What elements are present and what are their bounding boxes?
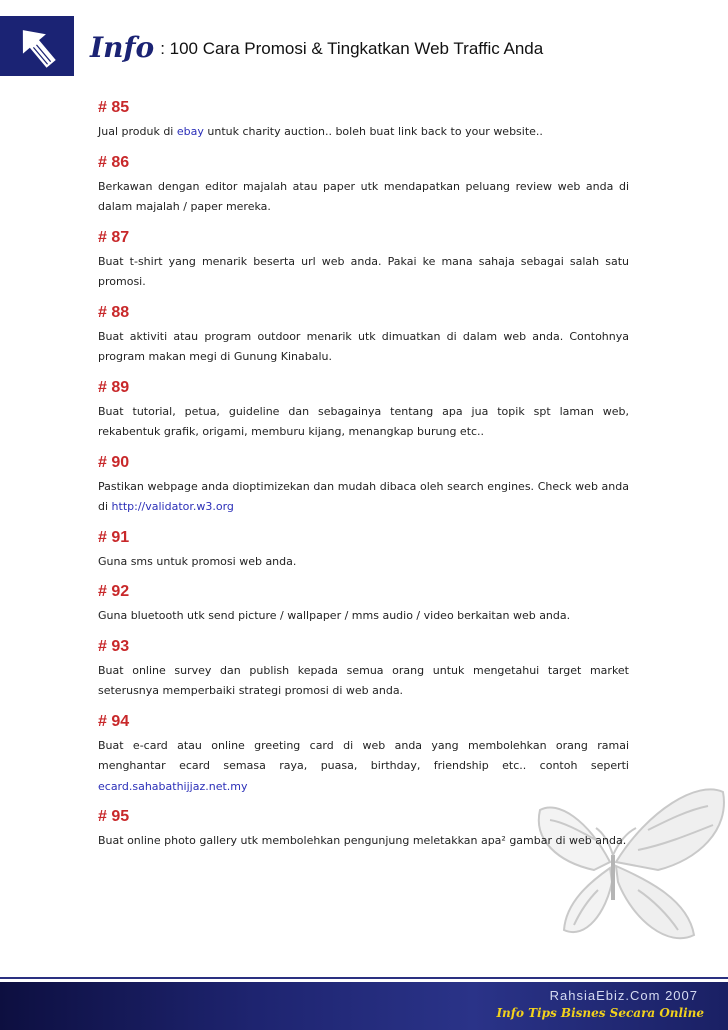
tip-text [98,736,629,798]
tip-item [98,378,629,443]
tip-text [98,252,629,293]
logo [0,16,74,76]
tip-text [98,402,629,443]
tip-item [98,582,629,627]
tip-text-segment: Berkawan dengan editor majalah atau paper utk mendapatkan peluang review web anda di dalam majalah / paper mereka. [98,179,629,213]
footer-tagline: Info Tips Bisnes Secara Online [496,1006,704,1020]
tip-number: # 88 [98,303,130,321]
tip-number: # 86 [98,153,130,171]
tip-number: # 85 [98,99,130,116]
tip-text [98,831,629,852]
tip-text [98,327,629,368]
tip-number: # 95 [98,808,130,825]
footer [0,982,728,1030]
tip-text [98,122,629,143]
tip-text [98,661,629,702]
tip-text [98,606,629,627]
tip-text-segment: Buat aktiviti atau program outdoor menarik utk dimuatkan di dalam web anda. Contohnya program makan megi di Gunung Kinabalu. [98,329,629,363]
tip-text-segment: Jual produk di [98,125,177,138]
tip-text-segment: Buat e-card atau online greeting card di web anda yang membolehkan orang ramai menghantar ecard semasa raya, puasa, birthday, friendship etc.. contoh seperti [98,738,629,772]
tip-number: # 90 [98,453,130,471]
tip-text-segment: Guna sms untuk promosi web anda. [98,554,297,568]
tip-number: # 91 [98,528,130,546]
footer-site: RahsiaEbiz.Com 2007 [549,988,698,1003]
tip-number: # 94 [98,712,130,730]
tip-link[interactable]: http://validator.w3.org [111,500,234,513]
tips-list [98,98,629,862]
tip-link[interactable]: ecard.sahabathijjaz.net.my [98,779,248,793]
tip-text [98,177,629,218]
tip-item [98,637,629,702]
tip-text-segment: Guna bluetooth utk send picture / wallpaper / mms audio / video berkaitan web anda. [98,609,571,622]
tip-text-segment: untuk charity auction.. boleh buat link back to your website.. [203,125,543,138]
tip-number: # 87 [98,228,130,246]
page-header [90,26,543,62]
header-brand: Info [90,31,155,64]
header-title: : 100 Cara Promosi & Tingkatkan Web Traffic Anda [160,39,544,58]
tip-number: # 93 [98,637,130,655]
tip-item [98,712,629,798]
tip-text-segment: Pastikan webpage anda dioptimizekan dan mudah dibaca oleh search engines. Check web anda di [98,479,629,513]
tip-text-segment: Buat t-shirt yang menarik beserta url web anda. Pakai ke mana sahaja sebagai salah satu promosi. [98,254,629,288]
tip-text-segment: Buat tutorial, petua, guideline dan sebagainya tentang apa jua topik spt laman web, rekabentuk grafik, origami, memburu kijang, menangkap burung etc.. [98,404,629,438]
tip-item [98,528,629,573]
arrow-up-icon [0,16,74,76]
tip-item [98,153,629,218]
tip-number: # 92 [98,583,130,600]
tip-link[interactable]: ebay [176,125,204,138]
tip-item [98,303,629,368]
footer-divider [0,977,728,979]
tip-text [98,552,629,573]
tip-item [98,228,629,293]
tip-item [98,98,629,143]
tip-item [98,453,629,518]
tip-item [98,807,629,852]
tip-text [98,477,629,518]
tip-text-segment: Buat online survey dan publish kepada semua orang untuk mengetahui target market seterusnya memperbaiki strategi promosi di web anda. [98,663,629,697]
tip-text-segment: Buat online photo gallery utk membolehkan pengunjung meletakkan apa² gambar di web anda. [98,834,627,847]
tip-number: # 89 [98,378,130,396]
